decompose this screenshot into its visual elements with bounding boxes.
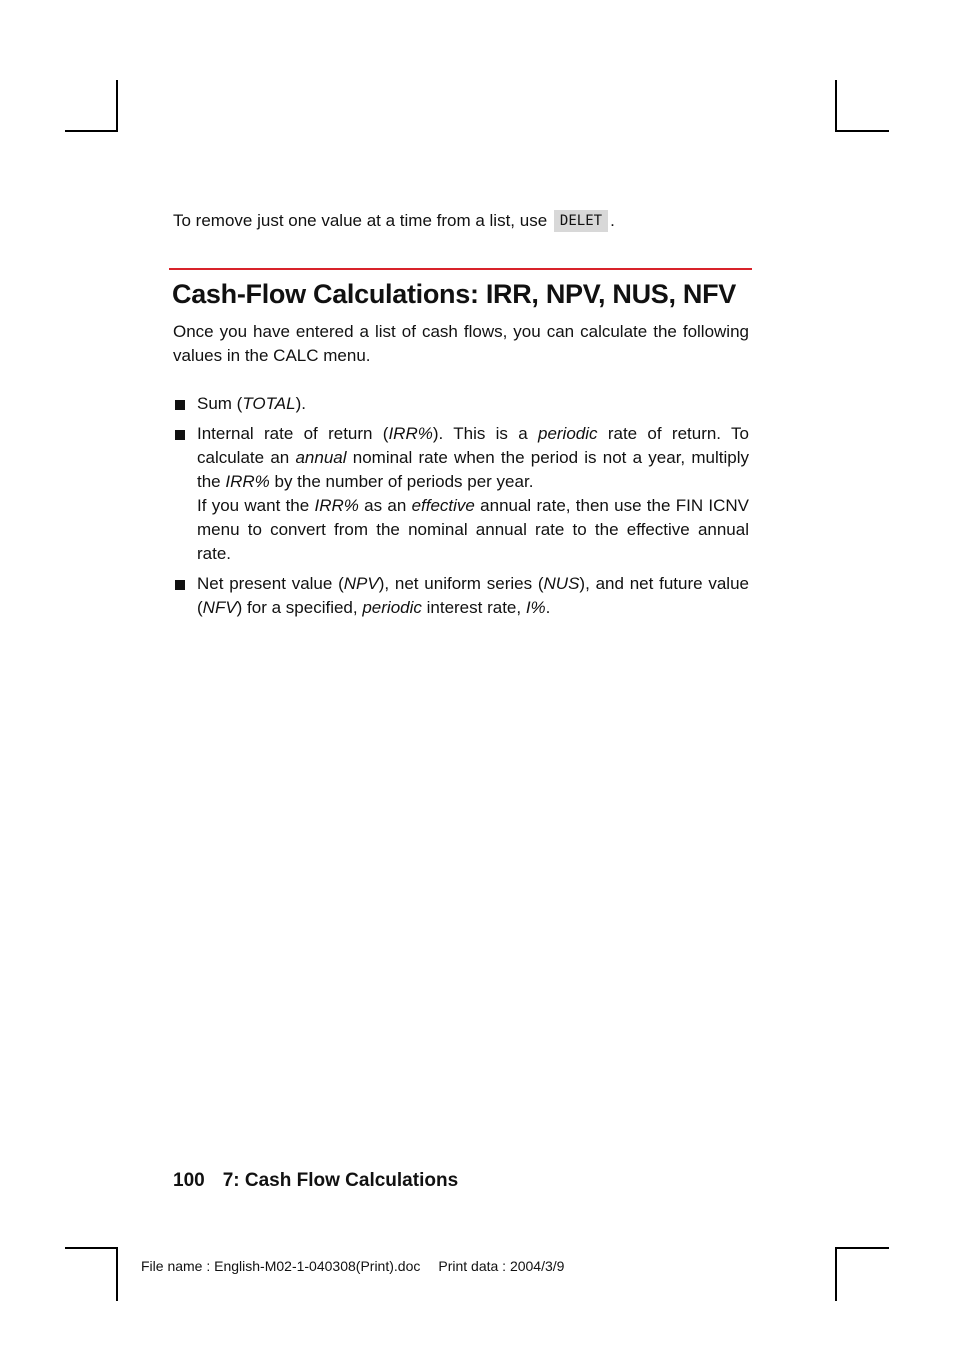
text: by the number of periods per year. <box>269 472 534 491</box>
italic-term: effective <box>411 496 475 515</box>
square-bullet-icon <box>175 400 185 410</box>
italic-term: NUS <box>543 574 580 593</box>
italic-term: IRR% <box>314 496 359 515</box>
file-info <box>141 1256 564 1276</box>
italic-term: NPV <box>343 574 379 593</box>
text: rate of return. To calculate an <box>197 424 749 467</box>
list-item-irr <box>173 422 749 566</box>
text: . <box>545 598 551 617</box>
irr-paragraph-1 <box>197 422 749 494</box>
text: If you want the <box>197 496 315 515</box>
italic-term: periodic <box>362 598 422 617</box>
section-heading: Cash-Flow Calculations: IRR, NPV, NUS, NFV <box>172 279 736 309</box>
text: interest rate, <box>421 598 526 617</box>
crop-mark-top-left-h <box>65 130 118 132</box>
square-bullet-icon <box>175 430 185 440</box>
crop-mark-bottom-right-h <box>835 1247 889 1249</box>
irr-paragraph-2 <box>197 494 749 566</box>
crop-mark-top-left-v <box>116 80 118 132</box>
text: nominal rate when the period is not a year, multiply the <box>197 448 750 491</box>
italic-term: I% <box>525 598 546 617</box>
italic-term: annual <box>295 448 347 467</box>
text: ). <box>295 394 306 413</box>
page-number: 100 <box>173 1170 205 1191</box>
bullet-list <box>173 392 749 626</box>
list-item-total <box>173 392 749 416</box>
italic-term: IRR% <box>388 424 433 443</box>
italic-term: TOTAL <box>242 394 296 413</box>
text: Net present value ( <box>197 574 344 593</box>
text: ). This is a <box>432 424 538 443</box>
text: ), net uniform series ( <box>378 574 544 593</box>
section-rule <box>169 268 752 270</box>
intro-text: To remove just one value at a time from a list, use <box>173 211 548 230</box>
text: Sum ( <box>197 394 243 413</box>
italic-term: NFV <box>202 598 237 617</box>
crop-mark-bottom-left-v <box>116 1247 118 1301</box>
page-footer <box>173 1167 458 1195</box>
crop-mark-top-right-h <box>835 130 889 132</box>
text: Internal rate of return ( <box>197 424 389 443</box>
intro-period: . <box>610 211 615 230</box>
section-paragraph: Once you have entered a list of cash flows, you can calculate the following values in the CALC menu. <box>173 322 749 365</box>
square-bullet-icon <box>175 580 185 590</box>
chapter-title: 7: Cash Flow Calculations <box>222 1170 459 1191</box>
crop-mark-bottom-right-v <box>835 1247 837 1301</box>
file-name: File name : English-M02-1-040308(Print).doc <box>141 1258 421 1274</box>
italic-term: periodic <box>537 424 598 443</box>
text: ) for a specified, <box>236 598 363 617</box>
text: ), and net future value ( <box>197 574 749 617</box>
italic-term: IRR% <box>225 472 270 491</box>
list-item-npv <box>173 572 749 620</box>
crop-mark-top-right-v <box>835 80 837 132</box>
text: as an <box>358 496 412 515</box>
print-date: Print data : 2004/3/9 <box>438 1258 565 1274</box>
text: annual rate, then use the FIN ICNV menu to convert from the nominal annual rate to the effective annual rate. <box>197 496 749 563</box>
crop-mark-bottom-left-h <box>65 1247 118 1249</box>
intro-line <box>173 208 753 234</box>
delet-softkey: DELET <box>554 210 608 232</box>
